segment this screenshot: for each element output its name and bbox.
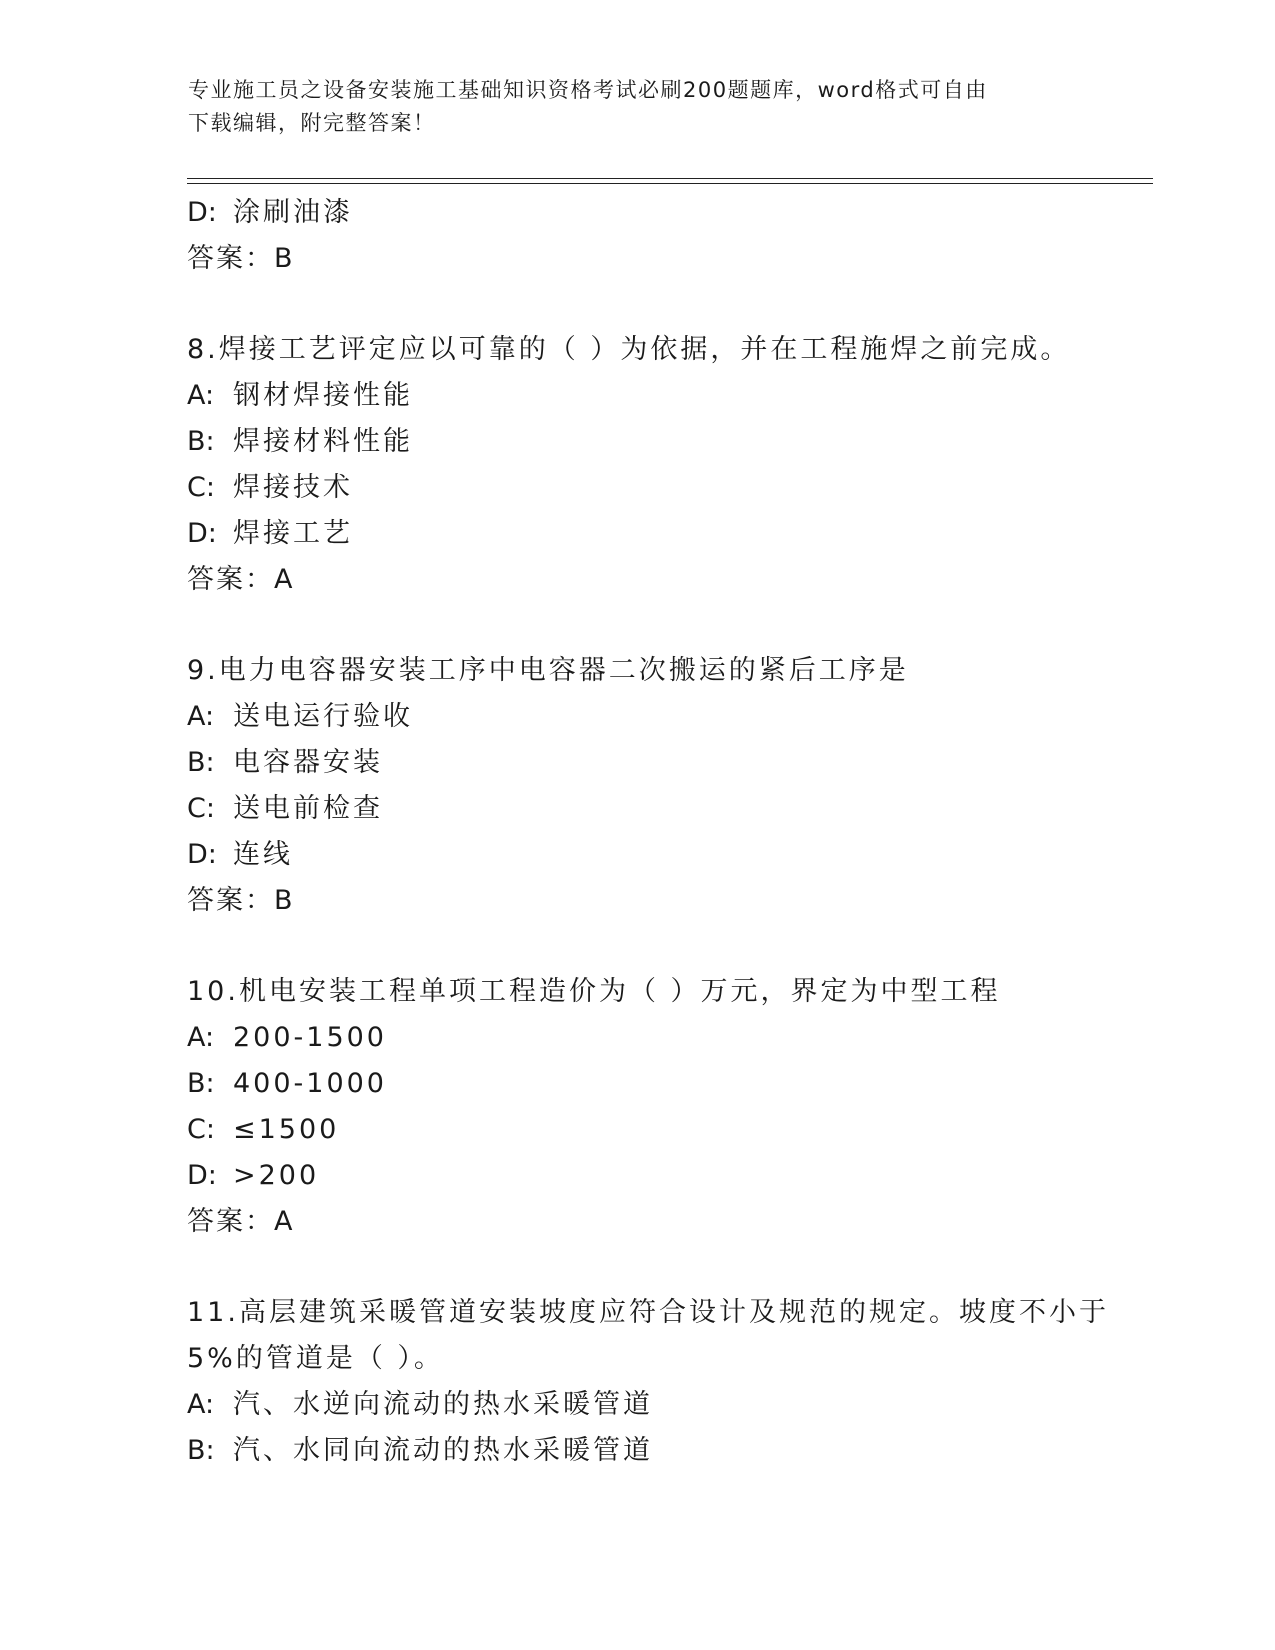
- option-b: [187, 1061, 1087, 1107]
- option-a: [187, 373, 1087, 419]
- option-text: 200-1500: [233, 1022, 387, 1053]
- spacer: [187, 282, 1087, 327]
- option-c: [187, 465, 1087, 511]
- spacer: [187, 1245, 1087, 1290]
- header-line-1: 专业施工员之设备安装施工基础知识资格考试必刷200题题库，word格式可自由: [188, 78, 988, 102]
- option-text: 连线: [233, 839, 293, 870]
- option-label: C:: [187, 793, 215, 824]
- question-title-continued: 5%的管道是（ ）。: [187, 1343, 444, 1374]
- option-label: D:: [187, 839, 217, 870]
- option-text: >200: [233, 1160, 320, 1191]
- option-text: 汽、水逆向流动的热水采暖管道: [233, 1389, 653, 1420]
- option-c: [187, 1107, 1087, 1153]
- spacer: [187, 603, 1087, 648]
- option-text: 焊接材料性能: [233, 426, 413, 457]
- option-d: [187, 190, 1087, 236]
- question-title: 8.焊接工艺评定应以可靠的（ ）为依据，并在工程施焊之前完成。: [187, 334, 1071, 365]
- option-text: 送电前检查: [233, 793, 383, 824]
- answer-line: 答案：B: [187, 885, 295, 916]
- question-title: 10.机电安装工程单项工程造价为（ ）万元，界定为中型工程: [187, 976, 1001, 1007]
- option-label: C:: [187, 1114, 215, 1145]
- option-text: 焊接工艺: [233, 518, 353, 549]
- header-rule-top: [187, 178, 1153, 179]
- option-b: [187, 740, 1087, 786]
- answer-line: 答案：A: [187, 564, 295, 595]
- header-line-2: 下载编辑，附完整答案！: [188, 111, 436, 135]
- option-label: B:: [187, 747, 215, 778]
- option-d: [187, 1153, 1087, 1199]
- option-label: D:: [187, 518, 217, 549]
- document-header: [188, 74, 1088, 140]
- option-label: A:: [187, 1389, 215, 1420]
- option-d: [187, 832, 1087, 878]
- option-d: [187, 511, 1087, 557]
- option-text: 送电运行验收: [233, 701, 413, 732]
- option-label: A:: [187, 701, 215, 732]
- question-title: 11.高层建筑采暖管道安装坡度应符合设计及规范的规定。坡度不小于: [187, 1297, 1109, 1328]
- option-text: 涂刷油漆: [233, 197, 353, 228]
- answer-line: 答案：B: [187, 243, 295, 274]
- option-text: 汽、水同向流动的热水采暖管道: [233, 1435, 653, 1466]
- option-text: ≤1500: [233, 1114, 340, 1145]
- option-label: B:: [187, 1068, 215, 1099]
- option-text: 电容器安装: [233, 747, 383, 778]
- option-b: [187, 419, 1087, 465]
- option-text: 钢材焊接性能: [233, 380, 413, 411]
- question-title: 9.电力电容器安装工序中电容器二次搬运的紧后工序是: [187, 655, 909, 686]
- option-a: [187, 694, 1087, 740]
- spacer: [187, 924, 1087, 969]
- option-label: D:: [187, 1160, 217, 1191]
- option-text: 400-1000: [233, 1068, 387, 1099]
- option-label: B:: [187, 1435, 215, 1466]
- option-a: [187, 1382, 1087, 1428]
- option-text: 焊接技术: [233, 472, 353, 503]
- option-label: D:: [187, 197, 217, 228]
- option-b: [187, 1428, 1087, 1474]
- header-rule-bottom: [187, 183, 1153, 184]
- option-label: A:: [187, 380, 215, 411]
- option-label: C:: [187, 472, 215, 503]
- option-c: [187, 786, 1087, 832]
- option-label: B:: [187, 426, 215, 457]
- option-label: A:: [187, 1022, 215, 1053]
- document-body: [187, 190, 1109, 1474]
- option-a: [187, 1015, 1087, 1061]
- answer-line: 答案：A: [187, 1206, 295, 1237]
